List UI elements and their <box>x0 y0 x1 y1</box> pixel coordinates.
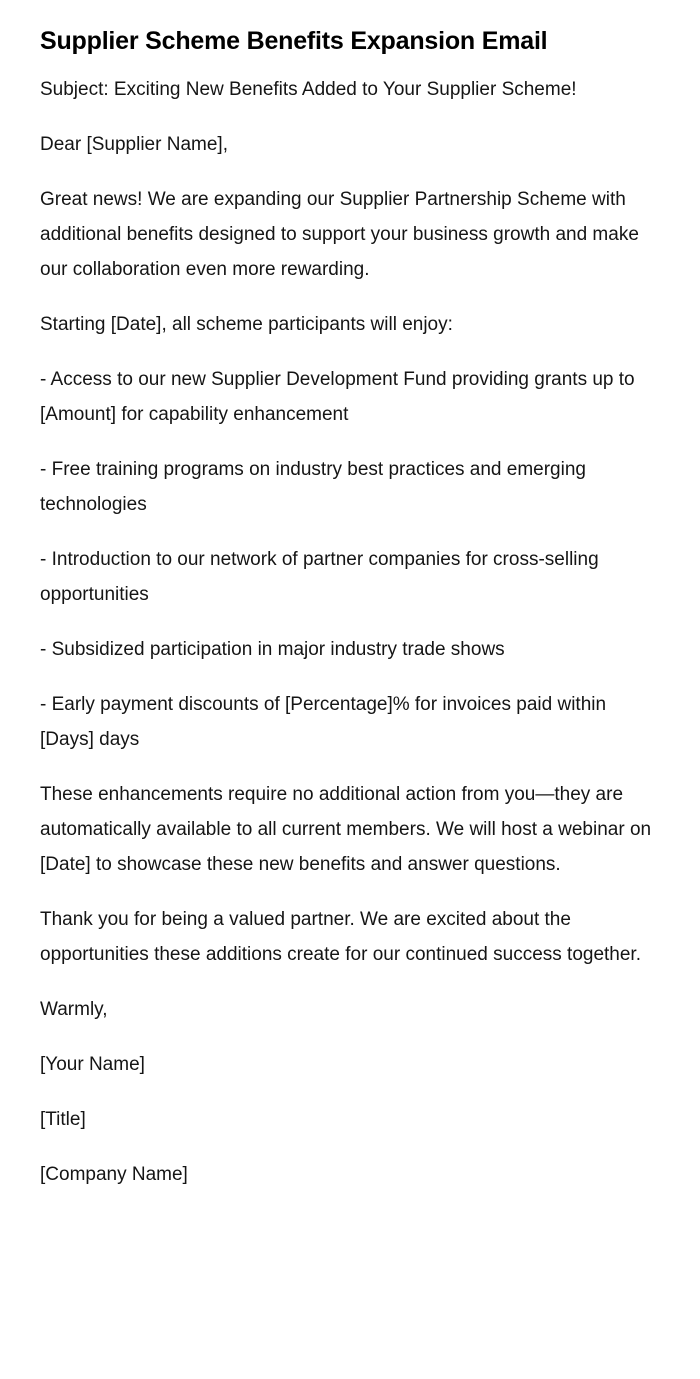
document-title: Supplier Scheme Benefits Expansion Email <box>40 27 548 55</box>
benefit-item: - Access to our new Supplier Development Fund providing grants up to [Amount] for capability enhancement <box>40 369 635 425</box>
benefit-item: - Early payment discounts of [Percentage]% for invoices paid within [Days] days <box>40 694 607 750</box>
signature-company: [Company Name] <box>40 1164 188 1185</box>
benefits-lead-in: Starting [Date], all scheme participants will enjoy: <box>40 314 453 335</box>
thanks-paragraph: Thank you for being a valued partner. We are excited about the opportunities these additions create for our continued success together. <box>40 909 641 965</box>
benefit-item: - Free training programs on industry best practices and emerging technologies <box>40 459 586 515</box>
signature-title: [Title] <box>40 1109 86 1130</box>
signature-name: [Your Name] <box>40 1054 145 1075</box>
signoff: Warmly, <box>40 999 108 1020</box>
intro-paragraph: Great news! We are expanding our Supplier Partnership Scheme with additional benefits designed to support your business growth and make our collaboration even more rewarding. <box>40 189 639 280</box>
email-greeting: Dear [Supplier Name], <box>40 134 228 155</box>
benefit-item: - Introduction to our network of partner companies for cross-selling opportunities <box>40 549 599 605</box>
details-paragraph: These enhancements require no additional action from you—they are automatically available to all current members. We will host a webinar on [Date] to showcase these new benefits and answer questions. <box>40 784 652 875</box>
email-subject: Subject: Exciting New Benefits Added to Your Supplier Scheme! <box>40 79 577 100</box>
benefit-item: - Subsidized participation in major industry trade shows <box>40 639 505 660</box>
